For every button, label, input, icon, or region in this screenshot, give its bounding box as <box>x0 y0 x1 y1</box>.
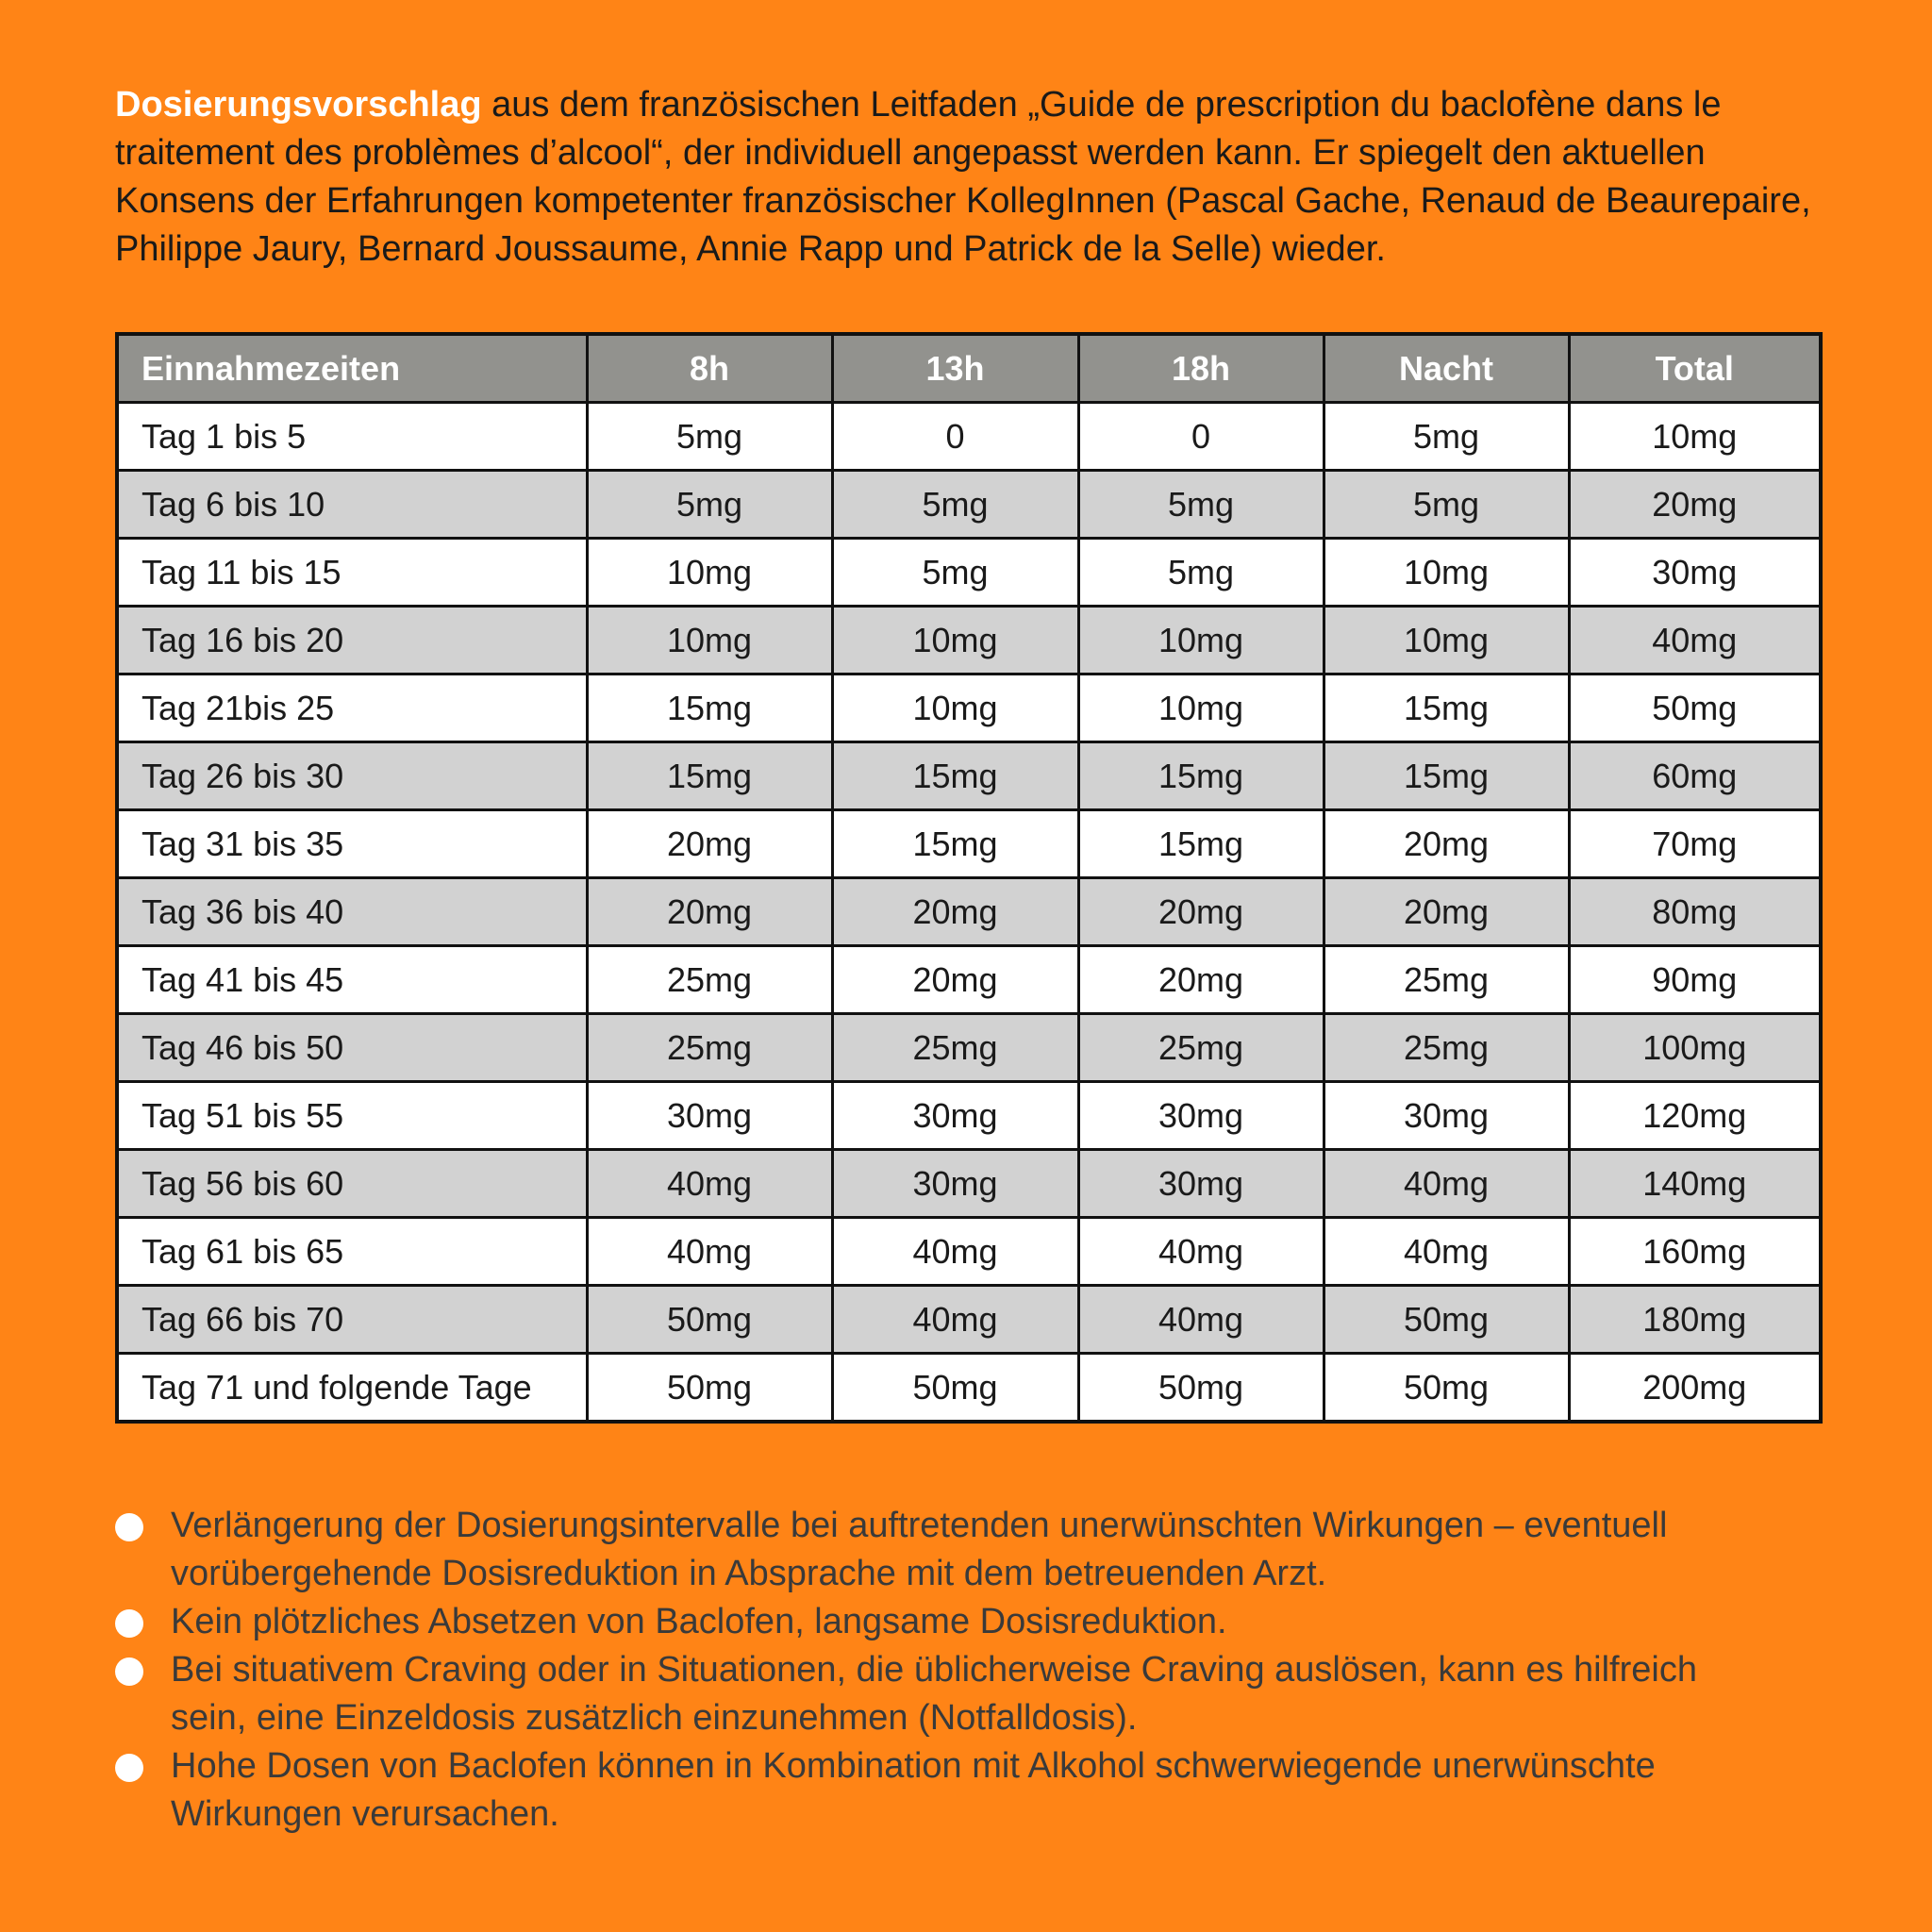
table-row <box>117 1218 1821 1286</box>
dosage-table <box>115 332 1823 1424</box>
note-text: Hohe Dosen von Baclofen können in Kombination mit Alkohol schwerwiegende unerwünschte Wirkungen verursachen. <box>171 1746 1656 1834</box>
row-label-cell: Tag 31 bis 35 <box>117 810 587 878</box>
dose-cell: 90mg <box>1569 946 1821 1014</box>
dose-cell: 10mg <box>832 675 1078 742</box>
dose-cell: 10mg <box>832 607 1078 675</box>
row-label-cell: Tag 51 bis 55 <box>117 1082 587 1150</box>
row-label-cell: Tag 16 bis 20 <box>117 607 587 675</box>
dose-cell: 120mg <box>1569 1082 1821 1150</box>
dose-cell: 40mg <box>832 1286 1078 1354</box>
dose-cell: 5mg <box>1078 471 1324 539</box>
dose-cell: 40mg <box>1078 1286 1324 1354</box>
row-label-cell: Tag 66 bis 70 <box>117 1286 587 1354</box>
list-item <box>115 1502 1813 1598</box>
dose-cell: 10mg <box>1324 607 1569 675</box>
dose-cell: 20mg <box>832 946 1078 1014</box>
column-header: Nacht <box>1324 334 1569 403</box>
table-row <box>117 742 1821 810</box>
table-row <box>117 675 1821 742</box>
table-row <box>117 1150 1821 1218</box>
list-item <box>115 1646 1813 1742</box>
column-header: Total <box>1569 334 1821 403</box>
column-header: 8h <box>587 334 832 403</box>
dose-cell: 0 <box>1078 403 1324 471</box>
column-header: Einnahmezeiten <box>117 334 587 403</box>
row-label-cell: Tag 71 und folgende Tage <box>117 1354 587 1423</box>
dose-cell: 5mg <box>1324 403 1569 471</box>
dose-cell: 25mg <box>587 1014 832 1082</box>
row-label-cell: Tag 26 bis 30 <box>117 742 587 810</box>
dose-cell: 50mg <box>587 1354 832 1423</box>
bullet-icon <box>115 1754 143 1782</box>
dose-cell: 40mg <box>587 1150 832 1218</box>
row-label-cell: Tag 46 bis 50 <box>117 1014 587 1082</box>
dose-cell: 15mg <box>1324 742 1569 810</box>
dose-cell: 10mg <box>1569 403 1821 471</box>
note-text: Bei situativem Craving oder in Situationen, die üblicherweise Craving auslösen, kann es hilfreich sein, eine Einzeldosis zusätzlich einzunehmen (Notfalldosis). <box>171 1650 1697 1738</box>
row-label-cell: Tag 11 bis 15 <box>117 539 587 607</box>
list-item <box>115 1598 1813 1646</box>
dose-cell: 40mg <box>1569 607 1821 675</box>
row-label-cell: Tag 56 bis 60 <box>117 1150 587 1218</box>
dose-cell: 70mg <box>1569 810 1821 878</box>
dose-cell: 50mg <box>1324 1286 1569 1354</box>
table-row <box>117 607 1821 675</box>
dose-cell: 5mg <box>832 539 1078 607</box>
dose-cell: 10mg <box>1078 607 1324 675</box>
dose-cell: 20mg <box>1078 878 1324 946</box>
table-header-row <box>117 334 1821 403</box>
column-header: 18h <box>1078 334 1324 403</box>
dose-cell: 10mg <box>587 539 832 607</box>
dose-cell: 50mg <box>1569 675 1821 742</box>
dose-cell: 50mg <box>587 1286 832 1354</box>
list-item <box>115 1742 1813 1839</box>
intro-text: aus dem französischen Leitfaden „Guide de prescription du baclofène dans le traitement des problèmes d’alcool“, der individuell angepasst werden kann. Er spiegelt den aktuellen Konsens der Erfahrungen kompetenter französischer KollegInnen (Pascal Gache, Renaud de Beaurepaire, Philippe Jaury, Bernard Joussaume, Annie Rapp und Patrick de la Selle) wieder. <box>115 85 1811 269</box>
table-row <box>117 1014 1821 1082</box>
dose-cell: 20mg <box>1324 810 1569 878</box>
dose-cell: 10mg <box>1078 675 1324 742</box>
dose-cell: 30mg <box>1324 1082 1569 1150</box>
bullet-icon <box>115 1609 143 1638</box>
row-label-cell: Tag 36 bis 40 <box>117 878 587 946</box>
dose-cell: 50mg <box>1324 1354 1569 1423</box>
dose-cell: 10mg <box>1324 539 1569 607</box>
dose-cell: 25mg <box>587 946 832 1014</box>
dose-cell: 10mg <box>587 607 832 675</box>
dose-cell: 40mg <box>587 1218 832 1286</box>
dose-cell: 0 <box>832 403 1078 471</box>
dose-cell: 30mg <box>1078 1082 1324 1150</box>
dose-cell: 25mg <box>832 1014 1078 1082</box>
dose-cell: 15mg <box>832 742 1078 810</box>
table-row <box>117 946 1821 1014</box>
dose-cell: 30mg <box>587 1082 832 1150</box>
dose-cell: 20mg <box>832 878 1078 946</box>
row-label-cell: Tag 61 bis 65 <box>117 1218 587 1286</box>
note-text: Kein plötzliches Absetzen von Baclofen, langsame Dosisreduktion. <box>171 1602 1227 1641</box>
dose-cell: 160mg <box>1569 1218 1821 1286</box>
column-header: 13h <box>832 334 1078 403</box>
bullet-icon <box>115 1513 143 1541</box>
bullet-icon <box>115 1657 143 1686</box>
dose-cell: 20mg <box>1569 471 1821 539</box>
table-row <box>117 403 1821 471</box>
dose-cell: 15mg <box>832 810 1078 878</box>
dose-cell: 5mg <box>832 471 1078 539</box>
dose-cell: 20mg <box>587 878 832 946</box>
dose-cell: 20mg <box>587 810 832 878</box>
dose-cell: 80mg <box>1569 878 1821 946</box>
intro-paragraph <box>115 81 1813 274</box>
table-row <box>117 1286 1821 1354</box>
row-label-cell: Tag 21bis 25 <box>117 675 587 742</box>
notes-list <box>115 1502 1813 1839</box>
table-row <box>117 471 1821 539</box>
dose-cell: 5mg <box>1078 539 1324 607</box>
dose-cell: 5mg <box>587 403 832 471</box>
table-row <box>117 539 1821 607</box>
dose-cell: 25mg <box>1324 1014 1569 1082</box>
dose-cell: 40mg <box>1078 1218 1324 1286</box>
dose-cell: 15mg <box>1324 675 1569 742</box>
dose-cell: 140mg <box>1569 1150 1821 1218</box>
table-row <box>117 1082 1821 1150</box>
dose-cell: 40mg <box>1324 1150 1569 1218</box>
dose-cell: 20mg <box>1078 946 1324 1014</box>
table-body <box>117 403 1821 1423</box>
dose-cell: 30mg <box>832 1082 1078 1150</box>
dose-cell: 25mg <box>1324 946 1569 1014</box>
table-row <box>117 878 1821 946</box>
row-label-cell: Tag 6 bis 10 <box>117 471 587 539</box>
row-label-cell: Tag 1 bis 5 <box>117 403 587 471</box>
dose-cell: 25mg <box>1078 1014 1324 1082</box>
dose-cell: 5mg <box>1324 471 1569 539</box>
dose-cell: 40mg <box>832 1218 1078 1286</box>
dose-cell: 30mg <box>1569 539 1821 607</box>
dose-cell: 200mg <box>1569 1354 1821 1423</box>
dose-cell: 50mg <box>1078 1354 1324 1423</box>
dose-cell: 60mg <box>1569 742 1821 810</box>
dose-cell: 15mg <box>1078 810 1324 878</box>
dose-cell: 180mg <box>1569 1286 1821 1354</box>
note-text: Verlängerung der Dosierungsintervalle bei auftretenden unerwünschten Wirkungen – eventuell vorübergehende Dosisreduktion in Absprache mit dem betreuenden Arzt. <box>171 1506 1668 1593</box>
dose-cell: 15mg <box>587 742 832 810</box>
dose-cell: 5mg <box>587 471 832 539</box>
dose-cell: 15mg <box>1078 742 1324 810</box>
dose-cell: 50mg <box>832 1354 1078 1423</box>
row-label-cell: Tag 41 bis 45 <box>117 946 587 1014</box>
dose-cell: 30mg <box>1078 1150 1324 1218</box>
dose-cell: 40mg <box>1324 1218 1569 1286</box>
table-row <box>117 810 1821 878</box>
dose-cell: 30mg <box>832 1150 1078 1218</box>
dose-cell: 100mg <box>1569 1014 1821 1082</box>
dose-cell: 20mg <box>1324 878 1569 946</box>
dose-cell: 15mg <box>587 675 832 742</box>
intro-lead: Dosierungsvorschlag <box>115 85 482 125</box>
table-row <box>117 1354 1821 1423</box>
